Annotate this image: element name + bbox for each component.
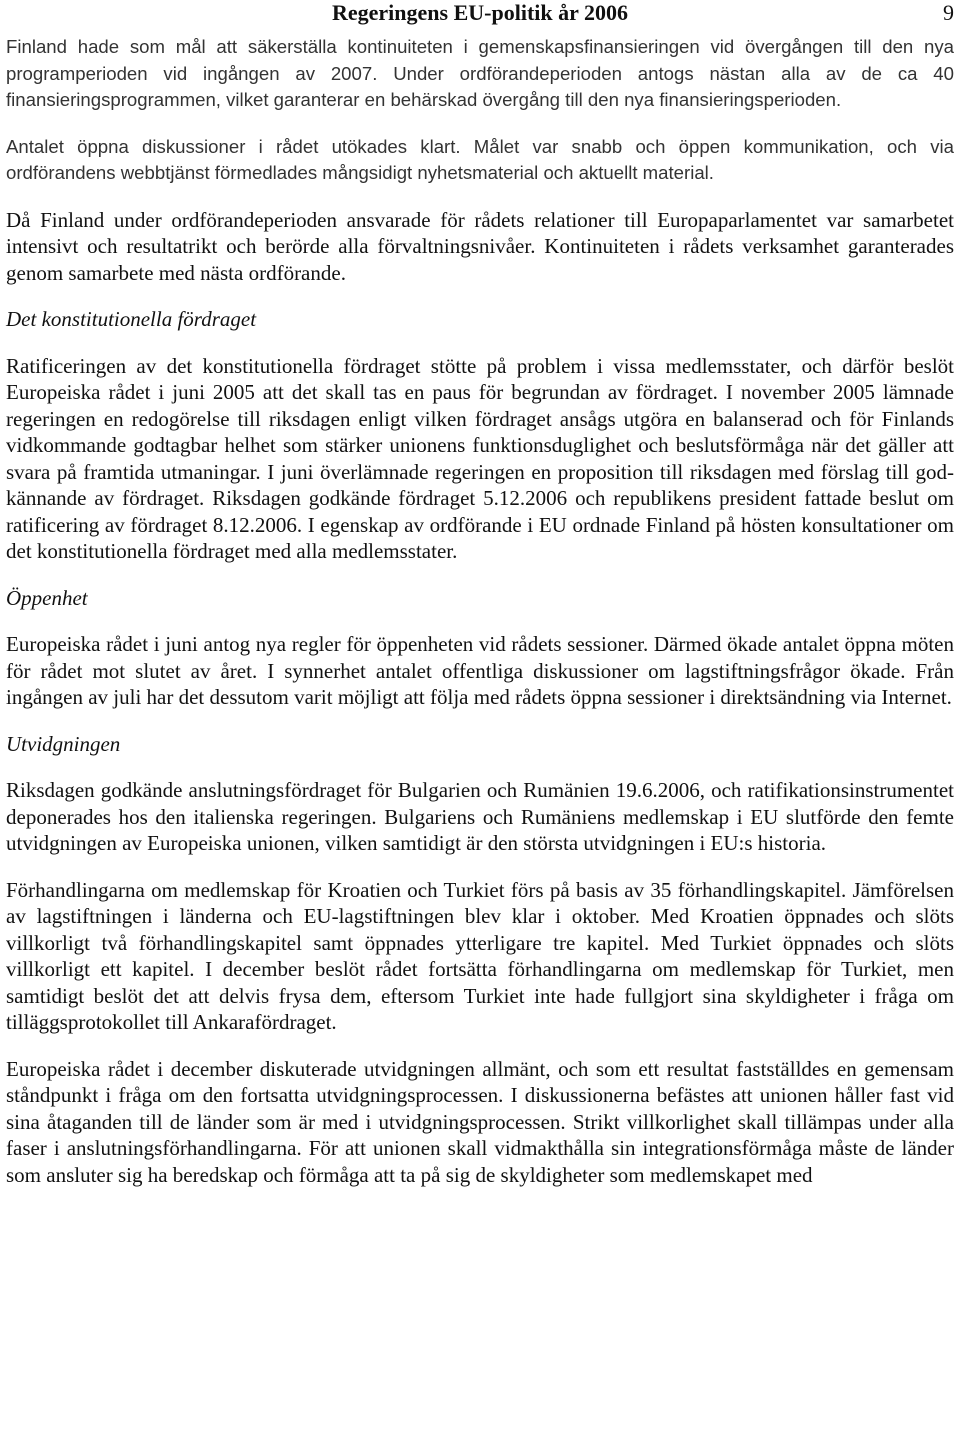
paragraph-open-discussions: Antalet öppna diskussioner i rådet utökades klart. Målet var snabb och öppen kommunikation, och via ordförandens webbtjänst förmedlades mångsidigt nyhetsmaterial och aktuellt material. (6, 135, 954, 183)
paragraph-european-council: Europeiska rådet i december diskuterade utvidgningen allmänt, och som ett resultat fastställdes en gemensam ståndpunkt i fråga om den fortsatta utvidgningsprocessen. I diskussionerna befästes att unionen håller fast vid sina åtaganden till de länder som är med i utvidgningsprocessen. Strikt villkorlighet skall tillämpas under alla faser i anslutningsförhandlingarna. För att unionen skall vidmakthålla sin integrationsförmåga måste de länder som ansluter sig ha beredskap och förmåga att ta på sig de skyldigheter som medlemskapet med (6, 1056, 954, 1187)
paragraph-accession-treaty: Riksdagen godkände anslutningsfördraget för Bulgarien och Rumänien 19.6.2006, och ratifikationsinstrumentet deponerades hos den italienska regeringen. Bulgariens och Rumäniens medlemskap i EU slutförde den femte utvidgningen av Europeiska unionen, vilken samtidigt är den största utvidgningen i EU:s historia. (6, 778, 954, 855)
paragraph-openness: Europeiska rådet i juni antog nya regler för öppenheten vid rådets sessioner. Därmed ökade antalet öppna möten för rådet mot slutet av året. I synnerhet antalet offentliga diskussioner om lagstiftningsfrågor ökade. Från ingången av juli har det dessutom varit möjligt att följa med rådets öppna sessioner i direktsändning via Internet. (6, 632, 954, 709)
page-header (6, 0, 954, 34)
paragraph-negotiations: Förhandlingarna om medlemskap för Kroatien och Turkiet förs på basis av 35 förhandlingskapitel. Jämförelsen av lagstiftningen i länderna och EU-lagstiftningen blev klar i oktober. Med Kroatien öppnades och slöts villkorligt två förhandlingskapitel samt öppnades ytterligare tre kapitel. Med Turkiet öppnades och slöts villkorligt ett kapitel. I december beslöt rådet fortsätta förhandlingarna om medlemskap för Turkiet, men samtidigt beslöt det att delvis frysa dem, eftersom Turkiet inte hade fullgjort sina skyldigheter i fråga om tilläggsprotokollet till Ankarafördraget. (6, 877, 954, 1034)
section-heading-enlargement: Utvidgningen (6, 731, 121, 756)
running-title: Regeringens EU-politik år 2006 (332, 0, 628, 25)
paragraph-parliament-relations: Då Finland under ordförandeperioden ansvarade för rådets relationer till Europaparlamentet var samarbetet intensivt och resultatrikt och berörde alla förvaltningsnivåer. Kontinuiteten i rådets verksamhet garanterades genom samarbete med nästa ordförande. (6, 207, 954, 285)
paragraph-ratification: Ratificeringen av det konstitutionella fördraget stötte på problem i vissa medlemsstater, och därför beslöt Europeiska rådet i juni 2005 att det skall tas en paus för begrundan av fördraget. I november 2005 lämnade regeringen en redogörelse till riksdagen enligt vilken fördraget ansågs utgöra en balanserad och för Finlands vidkommande godtagbar helhet som stärker unionens funktionsduglighet och beslutsförmåga när det gäller att svara på framtida utmaningar. I juni överlämnade regeringen en proposition till riksdagen med förslag till godkännande av fördraget. Riksdagen godkände fördraget 5.12.2006 och republikens president fattade beslut om ratificering av fördraget 8.12.2006. I egenskap av ordförande i EU ordnade Finland på hösten konsultationer om det konstitutionella fördraget med alla medlemsstater. (6, 353, 954, 563)
section-heading-openness: Öppenhet (6, 585, 88, 610)
page-number: 9 (943, 0, 954, 25)
paragraph-financing: Finland hade som mål att säkerställa kontinuiteten i gemenskapsfinansieringen vid övergången till den nya programperioden vid ingången av 2007. Under ordförandeperioden antogs nästan alla av de ca 40 finansieringsprogrammen, vilket garanterar en behärskad övergång till den nya finansieringsperioden. (6, 36, 954, 110)
document-page (6, 0, 954, 1208)
section-heading-constitutional-treaty: Det konstitutionella fördraget (6, 307, 257, 331)
